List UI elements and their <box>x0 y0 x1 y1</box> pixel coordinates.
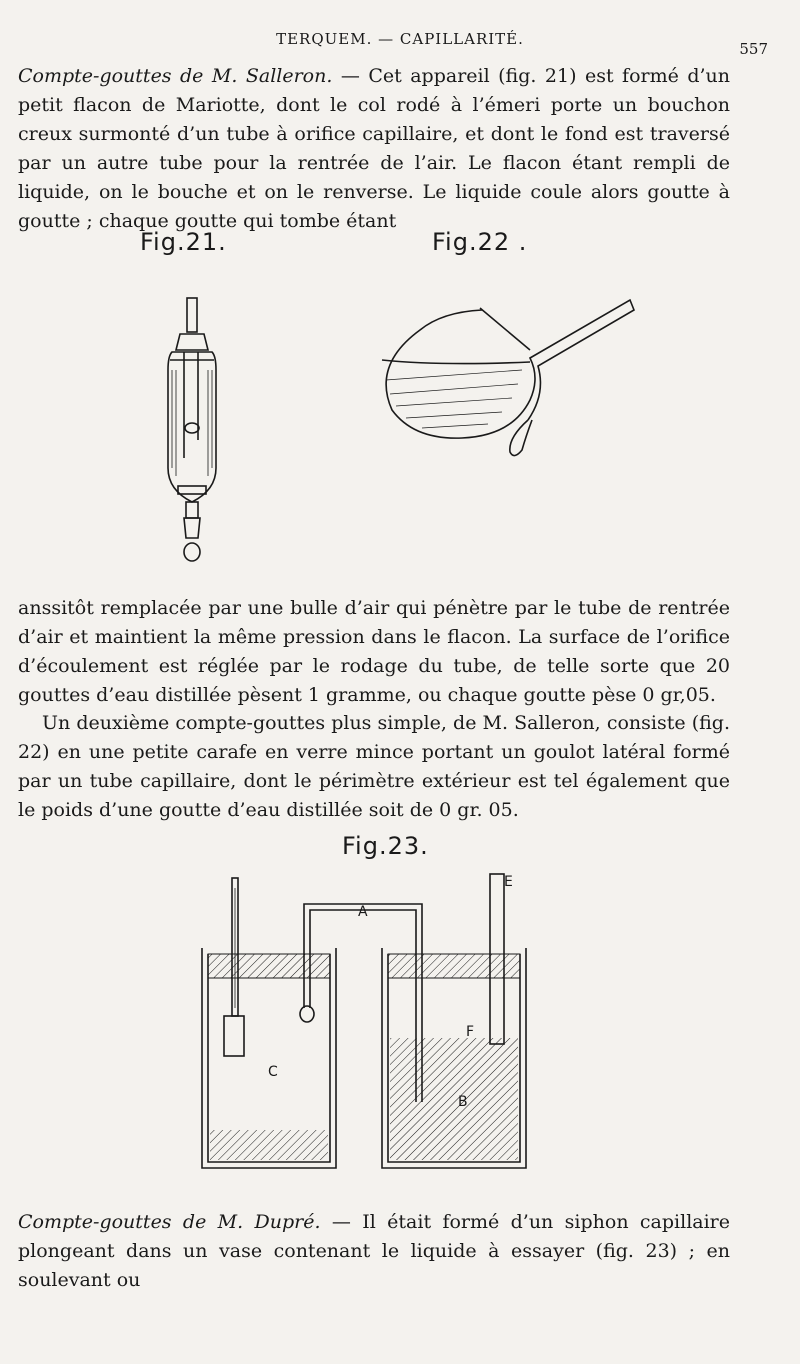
fig23-letter-a: A <box>358 904 368 920</box>
fig23-letter-f: F <box>466 1024 475 1040</box>
fig22-label: Fig.22 . <box>432 228 528 256</box>
running-head: TERQUEM. — CAPILLARITÉ. <box>276 30 524 48</box>
paragraph-lead: Compte-gouttes de M. Salleron. <box>18 65 333 87</box>
fig23-letter-c: C <box>268 1064 278 1080</box>
fig21-label: Fig.21. <box>140 228 227 256</box>
paragraph-salleron-continued: anssitôt remplacée par une bulle d’air qui pénètre par le tube de rentrée d’air et maintient la même pression dans le flacon. La surface de l’orifice d’écoulement est réglée par le rodage du tube, de telle sorte que 20 gouttes d’eau distillée pèsent 1 gramme, ou chaque goutte pèse 0 gr,05. <box>18 597 730 706</box>
fig23-label: Fig.23. <box>342 832 429 860</box>
fig23-letter-e: E <box>504 874 513 890</box>
paragraph-text: — Il était formé d’un siphon capillaire plongeant dans un vase contenant le liquide à essayer (fig. 23) ; en soulevant ou <box>18 1211 730 1291</box>
paragraph-lead: Compte-gouttes de M. Dupré. <box>18 1211 321 1233</box>
paragraph-salleron-intro <box>18 62 730 236</box>
paragraph-salleron-second: Un deuxième compte-gouttes plus simple, de M. Salleron, consiste (fig. 22) en une petite carafe en verre mince portant un goulot latéral formé par un tube capillaire, dont le périmètre extérieur est tel également que le poids d’une goutte d’eau distillée soit de 0 gr. 05. <box>18 712 730 821</box>
paragraph-dupre <box>18 1208 730 1295</box>
page-number: 557 <box>739 40 768 58</box>
fig22-carafe <box>362 270 662 470</box>
fig23-letter-b: B <box>458 1094 468 1110</box>
fig21-mariotte-flask <box>150 290 240 580</box>
paragraph-text: — Cet appareil (fig. 21) est formé d’un petit flacon de Mariotte, dont le col rodé à l’émeri porte un bouchon creux surmonté d’un tube à orifice capillaire, et dont le fond est traversé par un autre tube pour la rentrée de l’air. Le flacon étant rempli de liquide, on le bouche et on le renverse. Le liquide coule alors goutte à goutte ; chaque goutte qui tombe étant <box>18 65 730 232</box>
